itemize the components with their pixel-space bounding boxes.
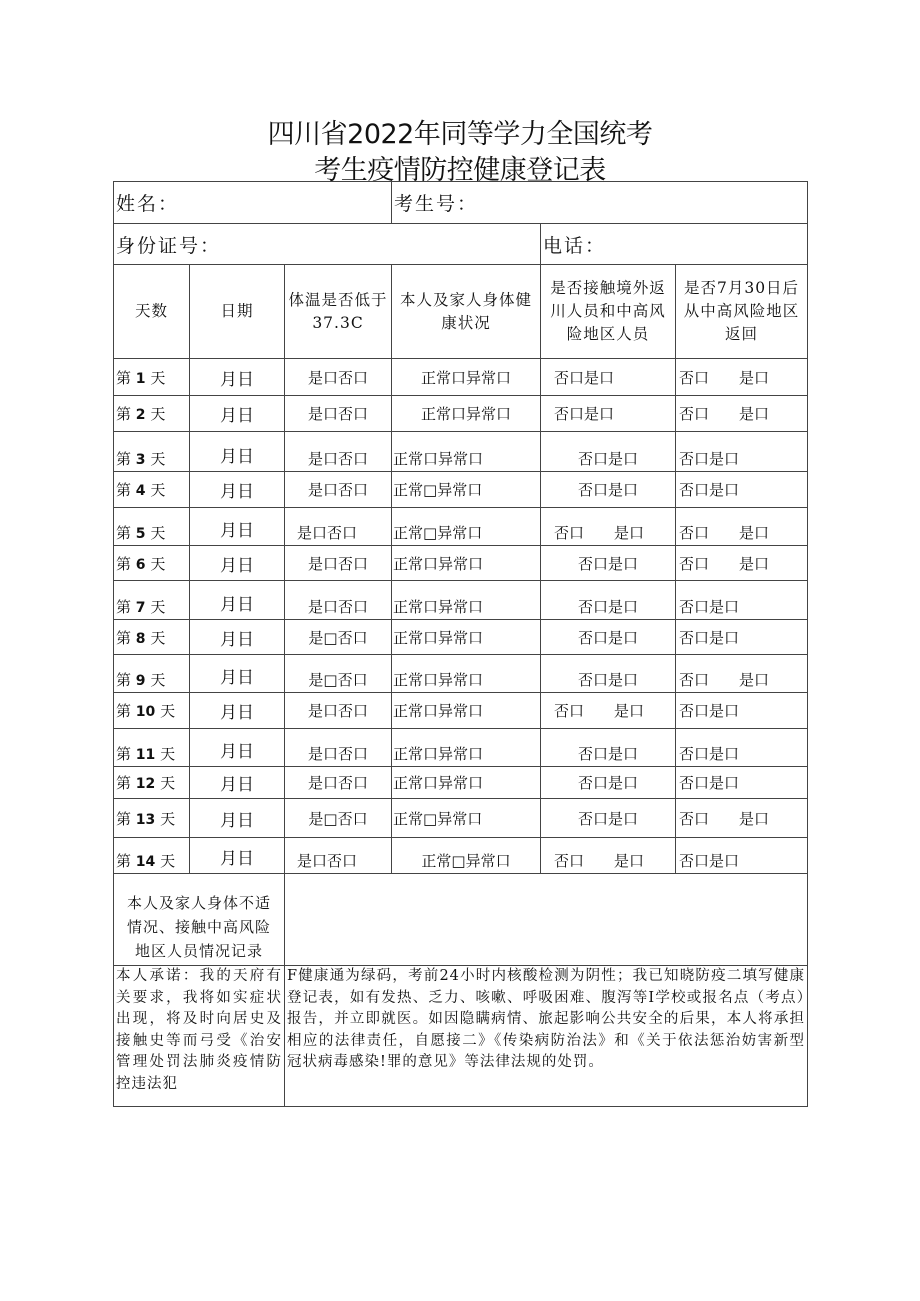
day-cell	[114, 396, 190, 432]
date-cell[interactable]: 月日	[190, 799, 285, 838]
day-number: 13	[135, 811, 156, 828]
contact-checkbox-cell[interactable]: 否口是口	[541, 655, 676, 693]
date-cell[interactable]: 月日	[190, 396, 285, 432]
day-prefix: 第	[116, 852, 132, 870]
day-number: 4	[135, 483, 146, 499]
day-number: 1	[135, 370, 146, 387]
day-cell	[114, 432, 190, 472]
day-prefix: 第	[116, 524, 132, 542]
temp-checkbox-cell[interactable]: 是口否口	[285, 546, 392, 581]
day-cell	[114, 729, 190, 767]
date-cell[interactable]: 月日	[190, 620, 285, 655]
date-cell[interactable]: 月日	[190, 581, 285, 620]
id-label: 身份证号：	[116, 234, 222, 257]
day-prefix: 第	[116, 809, 132, 828]
header-row	[114, 265, 808, 359]
temp-checkbox-cell[interactable]: 是□否口	[285, 620, 392, 655]
header-contact: 是否接触境外返川人员和中高风险地区人员	[541, 265, 676, 359]
return-checkbox-cell[interactable]: 否口 是口	[676, 508, 808, 546]
day-prefix: 第	[116, 598, 132, 616]
day-cell	[114, 508, 190, 546]
day-cell	[114, 799, 190, 838]
day-number: 10	[135, 704, 156, 720]
day-prefix: 第	[116, 702, 132, 720]
return-checkbox-cell[interactable]: 否口 是口	[676, 359, 808, 396]
health-checkbox-cell[interactable]: 正常□异常口	[392, 838, 541, 874]
return-checkbox-cell[interactable]: 否口是口	[676, 620, 808, 655]
table-row	[114, 396, 808, 432]
day-cell	[114, 472, 190, 508]
health-checkbox-cell[interactable]: 正常口异常口	[392, 655, 541, 693]
note-row	[114, 874, 808, 966]
date-cell[interactable]: 月日	[190, 508, 285, 546]
date-cell[interactable]: 月日	[190, 472, 285, 508]
contact-checkbox-cell[interactable]: 否口是口	[541, 620, 676, 655]
health-register-table	[113, 181, 808, 1107]
day-number: 12	[135, 776, 156, 792]
health-checkbox-cell[interactable]: 正常口异常口	[392, 359, 541, 396]
day-cell	[114, 359, 190, 396]
contact-checkbox-cell[interactable]: 否口 是口	[541, 838, 676, 874]
phone-field[interactable]	[541, 224, 808, 265]
temp-checkbox-cell[interactable]: 是口否口	[285, 767, 392, 799]
day-cell	[114, 767, 190, 799]
date-cell[interactable]: 月日	[190, 767, 285, 799]
temp-checkbox-cell[interactable]: 是口否口	[285, 396, 392, 432]
health-checkbox-cell[interactable]: 正常口异常口	[392, 581, 541, 620]
return-checkbox-cell[interactable]: 否口是口	[676, 472, 808, 508]
date-cell[interactable]: 月日	[190, 432, 285, 472]
return-checkbox-cell[interactable]: 否口是口	[676, 432, 808, 472]
day-number: 11	[135, 747, 156, 763]
day-number: 7	[135, 600, 146, 616]
date-cell[interactable]: 月日	[190, 655, 285, 693]
table-row	[114, 767, 808, 799]
day-prefix: 第	[116, 405, 132, 423]
name-label: 姓名：	[116, 193, 180, 215]
day-suffix: 天	[150, 405, 166, 423]
date-cell[interactable]: 月日	[190, 838, 285, 874]
day-cell	[114, 838, 190, 874]
exam-no-field[interactable]	[392, 182, 808, 224]
contact-checkbox-cell[interactable]: 否口是口	[541, 581, 676, 620]
table-row	[114, 581, 808, 620]
health-checkbox-cell[interactable]: 正常口异常口	[392, 693, 541, 729]
table-row	[114, 838, 808, 874]
table-row	[114, 620, 808, 655]
form-title-line1: 四川省2022年同等学力全国统考	[267, 119, 653, 150]
temp-checkbox-cell[interactable]: 是口否口	[285, 838, 392, 874]
return-checkbox-cell[interactable]: 否口 是口	[676, 799, 808, 838]
temp-checkbox-cell[interactable]: 是口否口	[285, 432, 392, 472]
day-suffix: 天	[150, 671, 166, 689]
day-suffix: 天	[150, 368, 166, 387]
contact-checkbox-cell[interactable]: 否口是口	[541, 546, 676, 581]
day-suffix: 天	[150, 450, 166, 468]
id-field[interactable]	[114, 224, 541, 265]
promise-right-text: F健康通为绿码，考前24小时内核酸检测为阴性；我已知晓防疫二填写健康登记表，如有发热、乏力、咳嗽、呼吸困难、腹泻等I学校或报名点（考点）报告，并立即就医。如因隐瞒病情、旅起影响公共安全的后果，本人将承担相应的法律责任，自愿接二》《传染病防治法》和《关于依法惩治妨害新型冠状病毒感染!罪的意见》等法律法规的处罚。	[285, 966, 808, 1107]
contact-checkbox-cell[interactable]: 否口是口	[541, 359, 676, 396]
exam-no-label: 考生号：	[394, 193, 479, 215]
contact-checkbox-cell[interactable]: 否口是口	[541, 432, 676, 472]
form-title-line2: 考生疫情防控健康登记表	[314, 155, 606, 186]
day-number: 14	[135, 854, 156, 870]
contact-checkbox-cell[interactable]: 否口是口	[541, 396, 676, 432]
day-suffix: 天	[160, 745, 176, 763]
return-checkbox-cell[interactable]: 否口是口	[676, 729, 808, 767]
contact-checkbox-cell[interactable]: 否口是口	[541, 472, 676, 508]
day-suffix: 天	[160, 774, 176, 792]
day-cell	[114, 546, 190, 581]
day-number: 3	[135, 452, 146, 468]
contact-checkbox-cell[interactable]: 否口 是口	[541, 508, 676, 546]
health-checkbox-cell[interactable]: 正常□异常口	[392, 472, 541, 508]
return-checkbox-cell[interactable]: 否口是口	[676, 581, 808, 620]
day-prefix: 第	[116, 481, 132, 499]
day-suffix: 天	[150, 481, 166, 499]
day-suffix: 天	[160, 852, 176, 870]
temp-checkbox-cell[interactable]: 是□否口	[285, 655, 392, 693]
day-prefix: 第	[116, 450, 132, 468]
day-suffix: 天	[160, 809, 176, 828]
temp-checkbox-cell[interactable]: 是口否口	[285, 359, 392, 396]
table-row	[114, 729, 808, 767]
return-checkbox-cell[interactable]: 否口 是口	[676, 396, 808, 432]
health-checkbox-cell[interactable]: 正常口异常口	[392, 432, 541, 472]
day-prefix: 第	[116, 368, 132, 387]
day-number: 2	[135, 407, 146, 423]
day-number: 9	[135, 673, 146, 689]
day-number: 6	[135, 556, 146, 573]
contact-checkbox-cell[interactable]: 否口 是口	[541, 693, 676, 729]
table-row	[114, 472, 808, 508]
health-checkbox-cell[interactable]: 正常口异常口	[392, 767, 541, 799]
return-checkbox-cell[interactable]: 否口是口	[676, 767, 808, 799]
temp-checkbox-cell[interactable]: 是口否口	[285, 693, 392, 729]
header-temp: 体温是否低于37.3C	[285, 265, 392, 359]
date-cell[interactable]: 月日	[190, 729, 285, 767]
day-cell	[114, 581, 190, 620]
date-cell[interactable]: 月日	[190, 693, 285, 729]
table-row	[114, 546, 808, 581]
header-return: 是否7月30日后从中高风险地区返回	[676, 265, 808, 359]
info-row-id	[114, 224, 808, 265]
return-checkbox-cell[interactable]: 否口 是口	[676, 546, 808, 581]
day-suffix: 天	[150, 598, 166, 616]
contact-checkbox-cell[interactable]: 否口是口	[541, 729, 676, 767]
table-row	[114, 655, 808, 693]
date-cell[interactable]: 月日	[190, 359, 285, 396]
return-checkbox-cell[interactable]: 否口是口	[676, 838, 808, 874]
header-days: 天数	[114, 265, 190, 359]
table-row	[114, 693, 808, 729]
health-checkbox-cell[interactable]: 正常口异常口	[392, 729, 541, 767]
promise-left-text: 本人承诺：我的天府有关要求，我将如实症状出现，将及时向居史及接触史等而弓受《治安管理处罚法肺炎疫情防控违法犯	[114, 966, 285, 1107]
info-row-name	[114, 182, 808, 224]
date-cell[interactable]: 月日	[190, 546, 285, 581]
table-row	[114, 799, 808, 838]
promise-row	[114, 966, 808, 1107]
temp-checkbox-cell[interactable]: 是□否口	[285, 799, 392, 838]
day-cell	[114, 655, 190, 693]
day-suffix: 天	[160, 702, 176, 720]
day-prefix: 第	[116, 628, 132, 647]
day-suffix: 天	[150, 524, 166, 542]
note-input-area[interactable]	[285, 874, 808, 966]
health-checkbox-cell[interactable]: 正常□异常口	[392, 799, 541, 838]
contact-checkbox-cell[interactable]: 否口是口	[541, 799, 676, 838]
header-health: 本人及家人身体健康状况	[392, 265, 541, 359]
temp-checkbox-cell[interactable]: 是口否口	[285, 472, 392, 508]
day-suffix: 天	[150, 628, 166, 647]
health-checkbox-cell[interactable]: 正常□异常口	[392, 508, 541, 546]
health-checkbox-cell[interactable]: 正常口异常口	[392, 396, 541, 432]
phone-label: 电话：	[543, 234, 607, 257]
day-cell	[114, 620, 190, 655]
note-label: 本人及家人身体不适情况、接触中高风险地区人员情况记录	[114, 874, 285, 966]
day-prefix: 第	[116, 774, 132, 792]
day-prefix: 第	[116, 745, 132, 763]
day-prefix: 第	[116, 554, 132, 573]
table-row	[114, 359, 808, 396]
day-number: 8	[135, 630, 146, 647]
day-suffix: 天	[150, 554, 166, 573]
temp-checkbox-cell[interactable]: 是口否口	[285, 508, 392, 546]
temp-checkbox-cell[interactable]: 是口否口	[285, 729, 392, 767]
day-prefix: 第	[116, 671, 132, 689]
header-date: 日期	[190, 265, 285, 359]
return-checkbox-cell[interactable]: 否口 是口	[676, 655, 808, 693]
return-checkbox-cell[interactable]: 否口是口	[676, 693, 808, 729]
day-cell	[114, 693, 190, 729]
contact-checkbox-cell[interactable]: 否口是口	[541, 767, 676, 799]
table-row	[114, 508, 808, 546]
day-number: 5	[135, 526, 146, 542]
health-checkbox-cell[interactable]: 正常口异常口	[392, 620, 541, 655]
temp-checkbox-cell[interactable]: 是口否口	[285, 581, 392, 620]
table-row	[114, 432, 808, 472]
name-field[interactable]	[114, 182, 392, 224]
health-checkbox-cell[interactable]: 正常口异常口	[392, 546, 541, 581]
